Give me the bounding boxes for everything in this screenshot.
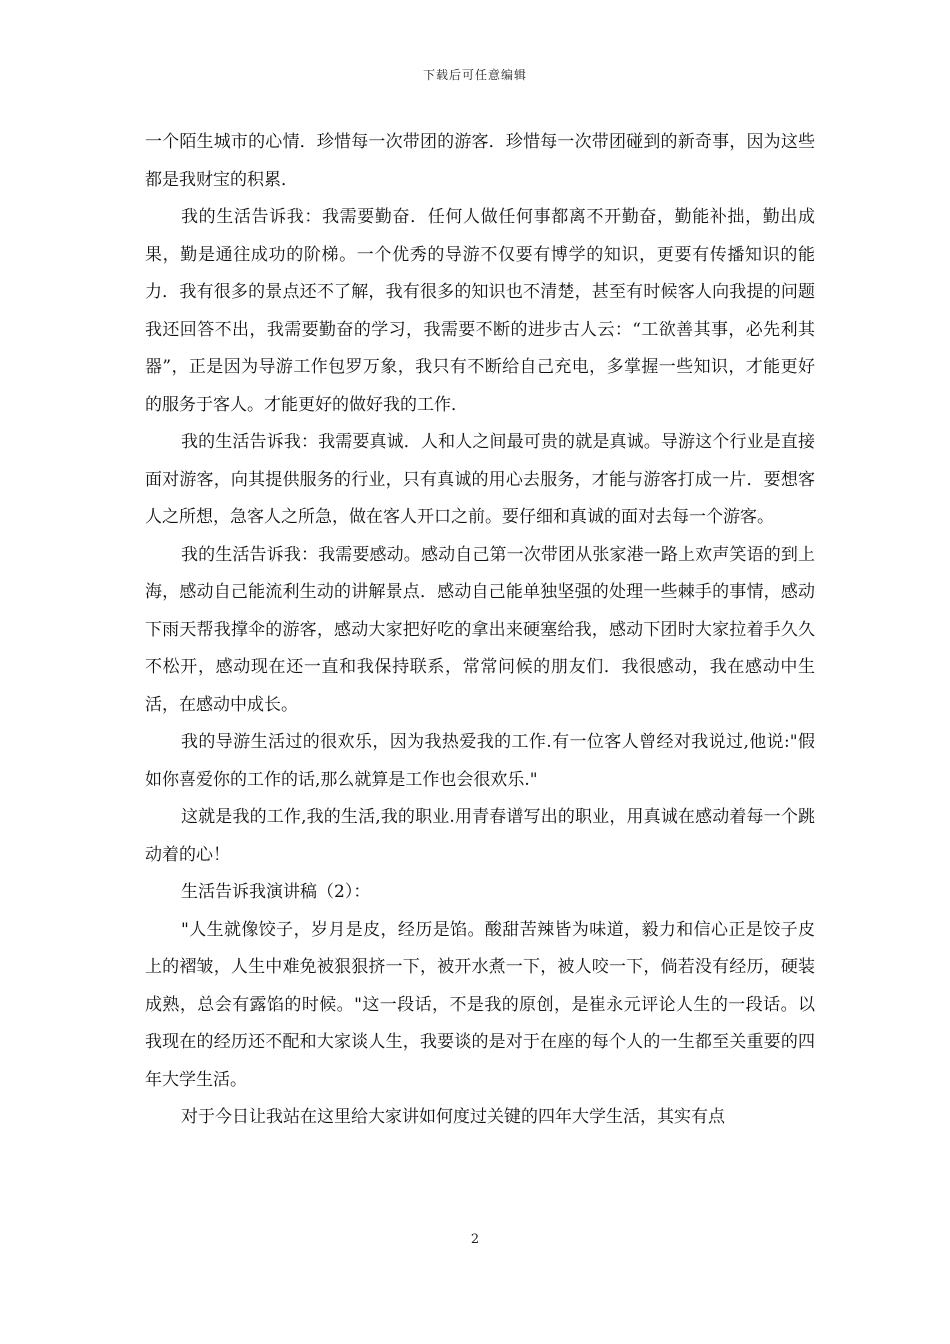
paragraph: 我的生活告诉我：我需要感动。感动自己第一次带团从张家港一路上欢声笑语的到上海，感动自己能流利生动的讲解景点．感动自己能单独坚强的处理一些棘手的事情，感动下雨天帮我撑伞的游客，感动大家把好吃的拿出来硬塞给我，感动下团时大家拉着手久久不松开，感动现在还一直和我保持联系，常常问候的朋友们．我很感动，我在感动中生活，在感动中成长。 [145,544,815,715]
document-body [145,124,815,1137]
paragraph: 我的导游生活过的很欢乐，因为我热爱我的工作.有一位客人曾经对我说过,他说:"假如你喜爱你的工作的话,那么就算是工作也会很欢乐." [145,732,815,790]
page-number: 2 [470,1232,480,1247]
paragraph: 我的生活告诉我：我需要勤奋．任何人做任何事都离不开勤奋，勤能补拙，勤出成果，勤是通往成功的阶梯。一个优秀的导游不仅要有博学的知识，更要有传播知识的能力．我有很多的景点还不了解，我有很多的知识也不清楚，甚至有时候客人向我提的问题我还回答不出，我需要勤奋的学习，我需要不断的进步古人云：“工欲善其事，必先利其器”，正是因为导游工作包罗万象，我只有不断给自己充电，多掌握一些知识，才能更好的服务于客人。才能更好的做好我的工作． [145,207,815,415]
page-header: 下载后可任意编辑 [422,68,527,82]
section-heading: 生活告诉我演讲稿（2）： [181,882,371,902]
paragraph: "人生就像饺子，岁月是皮，经历是馅。酸甜苦辣皆为味道，毅力和信心正是饺子皮上的褶皱，人生中难免被狠狠挤一下，被开水煮一下，被人咬一下，倘若没有经历，硬装成熟，总会有露馅的时候。"这一段话，不是我的原创，是崔永元评论人生的一段话。以我现在的经历还不配和大家谈人生，我要谈的是对于在座的每个人的一生都至关重要的四年大学生活。 [145,919,815,1090]
paragraph: 一个陌生城市的心情．珍惜每一次带团的游客．珍惜每一次带团碰到的新奇事，因为这些都是我财宝的积累． [145,132,815,190]
paragraph: 对于今日让我站在这里给大家讲如何度过关键的四年大学生活，其实有点 [181,1107,725,1127]
paragraph: 这就是我的工作,我的生活,我的职业.用青春谱写出的职业，用真诚在感动着每一个跳动着的心！ [145,807,815,865]
paragraph: 我的生活告诉我：我需要真诚．人和人之间最可贵的就是真诚。导游这个行业是直接面对游客，向其提供服务的行业，只有真诚的用心去服务，才能与游客打成一片．要想客人之所想，急客人之所急，做在客人开口之前。要仔细和真诚的面对去每一个游客。 [145,432,815,527]
